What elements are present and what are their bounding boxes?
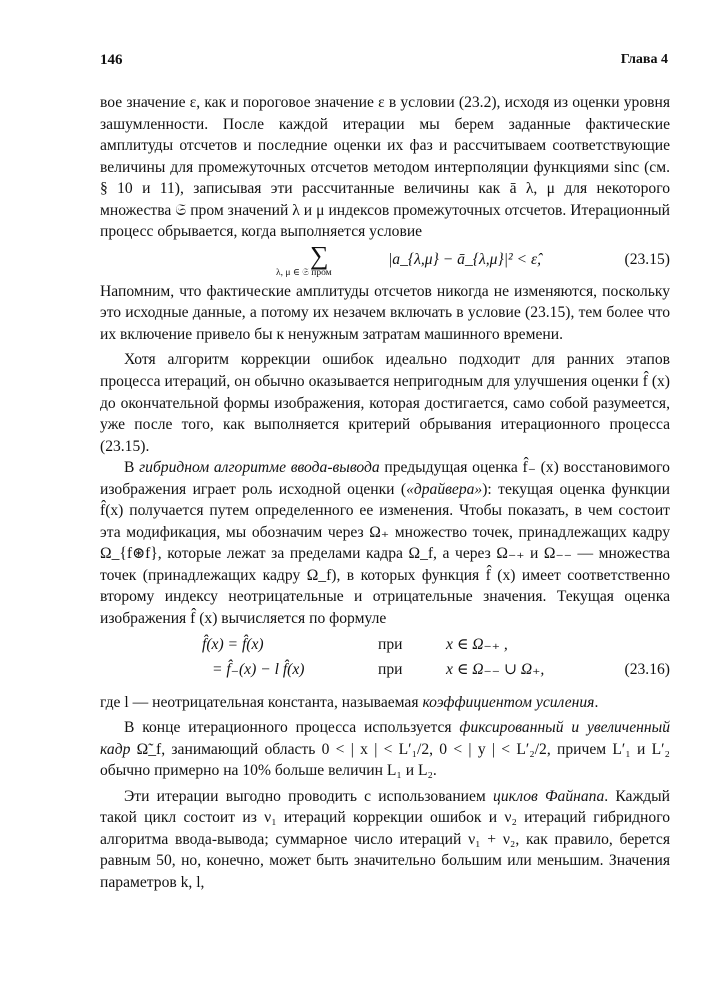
term-emphasis: циклов Файнапа	[493, 787, 605, 805]
equation-expression: |a_{λ,μ} − ā_{λ,μ}|² < ε̂,	[388, 250, 542, 268]
body-text	[100, 92, 670, 894]
paragraph-4	[100, 457, 670, 629]
equation-condition: при	[378, 635, 403, 653]
text-run: где l — неотрицательная константа, называемая	[100, 693, 423, 711]
text-run: Эти итерации выгодно проводить с использованием	[124, 787, 494, 805]
text-run: .	[594, 693, 599, 711]
running-header	[100, 52, 668, 72]
page-number: 146	[100, 52, 123, 68]
equation-23-16	[100, 634, 670, 684]
paragraph-5	[100, 692, 670, 714]
text-run: предыдущая оценка f̂₋ (x) восстановимого изображения играет роль исходной оценки (	[100, 459, 670, 498]
equation-23-15	[100, 240, 670, 281]
paragraph-2: Напомним, что фактические амплитуды отсчетов никогда не изменяются, поскольку это исходные данные, а потому их незачем включать в условие (23.15), тем более что их включение привело бы к ненужным затратам машинного времени.	[100, 282, 670, 343]
equation-lhs: f̂(x) = f̂(x)	[202, 635, 264, 653]
equation-set: x ∈ Ω₋₊ ,	[446, 635, 508, 653]
summation-sign: ∑	[310, 240, 329, 270]
text-run: В конце итерационного процесса используется	[124, 719, 460, 737]
text-run: В	[124, 459, 140, 477]
paragraph-6	[100, 717, 670, 782]
term-emphasis: «драйвера»	[406, 480, 483, 498]
paragraph-1: вое значение ε, как и пороговое значение ε в условии (23.2), исходя из оценки уровня зашумленности. После каждой итерации мы берем заданные фактические амплитуды отсчетов и последние оценки их фаз и рассчитываем соответствующие величины для промежуточных отсчетов методом интерполяции функциями sinc (см. § 10 и 11), записывая эти рассчитанные величины как ā λ, μ для некоторого множества 𝔖 пром значений λ и μ индексов промежуточных отсчетов. Итерационный процесс обрывается, когда выполняется условие	[100, 94, 670, 241]
equation-row	[100, 634, 670, 656]
text-run: ): текущая оценка функции f̂(x) получается путем определенного ее изменения. Чтобы показать, в чем состоит эта модификация, мы обозначим через Ω₊ множество точек, принадлежащих кадру Ω_{f⊛f}, которые лежат за пределами кадра Ω_f, а через Ω₋₊ и Ω₋₋ — множества точек (принадлежащих кадру Ω_f), в которых функция f̂ (x) имеет соответственно второму индексу неотрицательные и отрицательные значения. Текущая оценка изображения f̂ (x) вычисляется по формуле	[100, 480, 670, 628]
equation-row	[100, 659, 670, 681]
equation-condition: при	[378, 660, 403, 678]
term-emphasis: коэффициентом усиления	[422, 693, 595, 711]
term-emphasis: фиксированный и увеличенный кадр	[100, 719, 670, 758]
text-run: . Каждый такой цикл состоит из ν₁ итераций коррекции ошибок и ν₂ итераций гибридного алгоритма ввода-вывода; суммарное число итераций ν₁ + ν₂, как правило, берется равным 50, но, конечно, может быть значительно большим или меньшим. Значения параметров k, l,	[100, 787, 671, 891]
equation-number: (23.16)	[624, 660, 670, 678]
paragraph-3: Хотя алгоритм коррекции ошибок идеально подходит для ранних этапов процесса итераций, он обычно оказывается непригодным для улучшения оценки f̂ (x) до окончательной формы изображения, которая достигается, само собой разумеется, уже после того, как выполняется критерий обрывания итерационного процесса (23.15).	[100, 351, 670, 455]
equation-lhs: = f̂₋(x) − l f̂(x)	[212, 660, 305, 678]
equation-number: (23.15)	[624, 250, 670, 268]
term-emphasis: гибридном алгоритме ввода-вывода	[139, 459, 380, 477]
equation-set: x ∈ Ω₋₋ ∪ Ω₊,	[446, 660, 545, 678]
text-run: Ω̃_f, занимающий область 0 < | x | < L′₁/2, 0 < | y | < L′₂/2, причем L′₁ и L′₂ обычно примерно на 10% больше величин L₁ и L₂.	[100, 740, 670, 780]
chapter-label: Глава 4	[620, 52, 668, 67]
paragraph-7	[100, 786, 670, 894]
summation-subscript: λ, μ ∈ 𝔖 пром	[276, 267, 332, 278]
